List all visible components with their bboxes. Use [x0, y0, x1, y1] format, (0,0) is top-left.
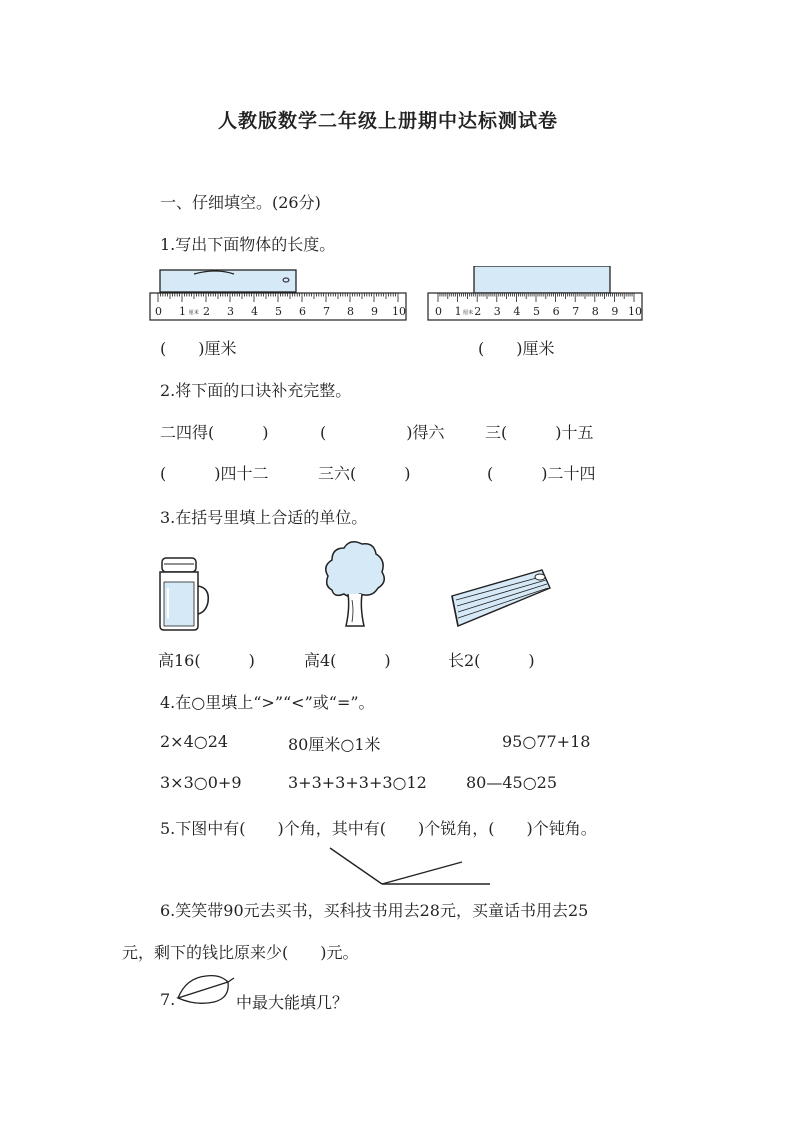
unit-blank[interactable]: 高4( ): [304, 651, 391, 670]
unit-blank[interactable]: 长2( ): [448, 651, 535, 670]
ruler-label: 9: [371, 305, 378, 318]
ruler-label: 9: [611, 305, 619, 318]
section-heading: 一、仔细填空。(26分): [160, 193, 321, 212]
ruler-label: 6: [552, 305, 560, 318]
ruler-label: 7: [572, 305, 580, 318]
compare-item[interactable]: 3×3○0+9: [160, 773, 242, 792]
compare-item[interactable]: 80厘米○1米: [288, 735, 381, 754]
question-5: 5.下图中有( )个角，其中有( )个锐角，( )个钝角。: [160, 819, 597, 838]
ruler-label: 10: [628, 305, 642, 318]
ruler-label: 8: [591, 305, 599, 318]
ruler-label: 6: [299, 305, 306, 318]
answer-blank-left[interactable]: ( )厘米: [160, 339, 237, 358]
question-1: 1.写出下面物体的长度。: [160, 235, 336, 254]
question-6-line-1: 6.笑笑带90元去买书，买科技书用去28元，买童话书用去25: [160, 901, 589, 920]
leaf-blank-icon[interactable]: [174, 972, 236, 1008]
rhyme-blank[interactable]: 三六( ): [318, 464, 411, 483]
ruler-label: 1: [454, 305, 462, 318]
rhyme-blank[interactable]: ( )得六: [320, 423, 445, 442]
ruler-label: 10: [392, 305, 406, 318]
question-2: 2.将下面的口诀补充完整。: [160, 381, 352, 400]
ruler-figure-left: [146, 266, 412, 326]
ruler-label: 5: [533, 305, 540, 318]
ruler-label: 2: [474, 305, 482, 318]
rhyme-blank[interactable]: ( )二十四: [487, 464, 596, 483]
question-4: 4.在○里填上“>”“<”或“=”。: [160, 693, 375, 712]
question-6-line-2: 元，剩下的钱比原来少( )元。: [122, 943, 359, 962]
question-7-text: 中最大能填几？: [236, 993, 349, 1012]
question-7-number: 7.: [160, 990, 176, 1009]
ruler-label: 0: [435, 305, 442, 318]
question-3: 3.在括号里填上合适的单位。: [160, 508, 368, 527]
tree-image: [322, 538, 388, 632]
angle-figure: [328, 844, 494, 888]
page-title: 人教版数学二年级上册期中达标测试卷: [218, 110, 559, 132]
ruler-label: 3: [227, 305, 234, 318]
compare-item[interactable]: 95○77+18: [502, 732, 591, 751]
unit-blank[interactable]: 高16( ): [158, 651, 255, 670]
ruler-label: 0: [155, 305, 162, 318]
cup-image: [152, 556, 214, 632]
compare-item[interactable]: 3+3+3+3+3○12: [288, 773, 427, 792]
ruler-label: 8: [347, 305, 354, 318]
ruler-label: 3: [493, 305, 501, 318]
rhyme-blank[interactable]: ( )四十二: [160, 464, 269, 483]
ruler-figure-right: [424, 266, 646, 326]
ruler-label: 2: [203, 305, 210, 318]
ruler-label: 4: [513, 305, 521, 318]
answer-blank-right[interactable]: ( )厘米: [478, 339, 555, 358]
compare-item[interactable]: 80—45○25: [466, 773, 558, 792]
toothbrush-box-image: [446, 566, 558, 632]
ruler-label: 4: [251, 305, 258, 318]
rhyme-blank[interactable]: 三( )十五: [485, 423, 594, 442]
ruler-label: 5: [275, 305, 282, 318]
ruler-unit-label: 厘米: [188, 310, 199, 316]
ruler-label: 7: [323, 305, 330, 318]
rhyme-blank[interactable]: 二四得( ): [160, 423, 269, 442]
ruler-label: 1: [179, 305, 186, 318]
ruler-unit-label: 厘米: [463, 310, 474, 316]
compare-item[interactable]: 2×4○24: [160, 732, 229, 751]
